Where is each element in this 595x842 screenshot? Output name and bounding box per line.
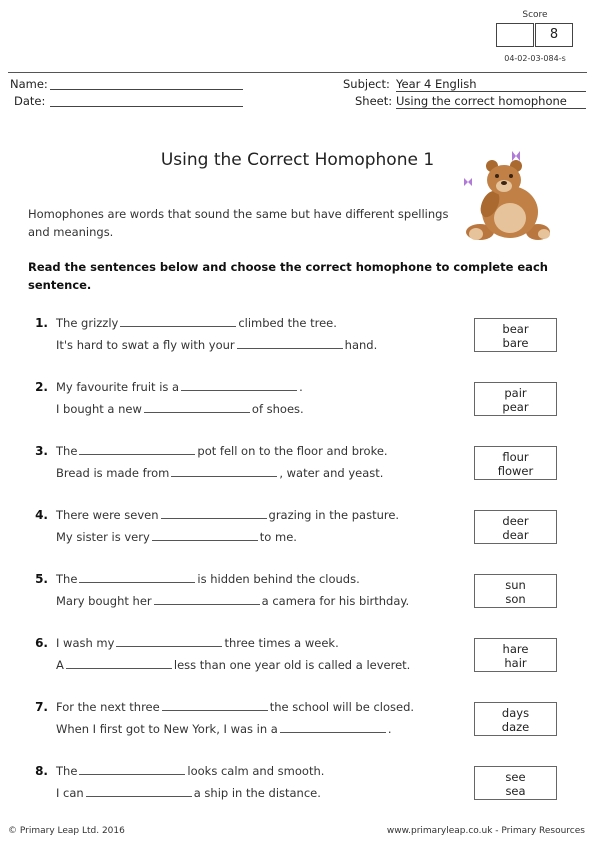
sentence-end: is hidden behind the clouds. (197, 572, 360, 586)
sentence-end: of shoes. (251, 402, 304, 416)
answer-blank[interactable] (66, 659, 172, 669)
sentence-start: My favourite fruit is a (56, 380, 180, 394)
answer-blank[interactable] (86, 787, 192, 797)
question-sentence (56, 380, 303, 394)
score-input-box[interactable] (496, 23, 534, 47)
question-sentence (56, 594, 409, 608)
question-sentence (56, 338, 377, 352)
sheet-value: Using the correct homophone (396, 94, 586, 109)
question-number: 1. (35, 316, 48, 330)
bear-illustration (458, 148, 558, 246)
sentence-end: . (299, 380, 303, 394)
answer-blank[interactable] (154, 595, 260, 605)
sentence-start: Bread is made from (56, 466, 170, 480)
homophone-option: deer (502, 514, 529, 528)
answer-blank[interactable] (280, 723, 386, 733)
question-sentence (56, 402, 304, 416)
question-number: 5. (35, 572, 48, 586)
homophone-option: sea (505, 784, 526, 798)
homophone-option: hair (504, 656, 527, 670)
homophone-option: bare (502, 336, 529, 350)
question-sentence (56, 658, 410, 672)
sentence-start: For the next three (56, 700, 160, 714)
answer-blank[interactable] (79, 765, 185, 775)
subject-label: Subject: (343, 77, 390, 91)
question-sentence (56, 508, 399, 522)
sentence-end: less than one year old is called a leveret. (173, 658, 411, 672)
sentence-start: When I first got to New York, I was in a (56, 722, 278, 736)
question-number: 6. (35, 636, 48, 650)
homophone-option: sun (505, 578, 526, 592)
homophone-options-box (474, 574, 557, 608)
name-field[interactable] (50, 89, 243, 90)
date-label: Date: (14, 94, 46, 108)
answer-blank[interactable] (161, 509, 267, 519)
homophone-options-box (474, 702, 557, 736)
question-number: 8. (35, 764, 48, 778)
question-sentence (56, 530, 297, 544)
sentence-start: The (56, 572, 78, 586)
page-title: Using the Correct Homophone 1 (160, 150, 435, 170)
answer-blank[interactable] (181, 381, 297, 391)
question-sentence (56, 722, 392, 736)
sentence-end: , water and yeast. (279, 466, 384, 480)
question-number: 2. (35, 380, 48, 394)
homophone-options-box (474, 638, 557, 672)
instructions-text: Read the sentences below and choose the correct homophone to complete each sentence. (28, 260, 548, 292)
header-divider (8, 72, 587, 73)
sentence-end: three times a week. (224, 636, 339, 650)
question-sentence (56, 466, 383, 480)
homophone-option: daze (501, 720, 530, 734)
homophone-options-box (474, 382, 557, 416)
sentence-end: looks calm and smooth. (187, 764, 325, 778)
sentence-start: It's hard to swat a fly with your (56, 338, 235, 352)
answer-blank[interactable] (237, 339, 343, 349)
footer-copyright: © Primary Leap Ltd. 2016 (8, 826, 125, 836)
sentence-start: I can (56, 786, 84, 800)
answer-blank[interactable] (79, 573, 195, 583)
question-number: 3. (35, 444, 48, 458)
sentence-end: to me. (259, 530, 297, 544)
question-sentence (56, 700, 414, 714)
sentence-end: the school will be closed. (269, 700, 415, 714)
answer-blank[interactable] (116, 637, 222, 647)
homophone-options-box (474, 766, 557, 800)
sentence-start: The grizzly (56, 316, 119, 330)
homophone-option: bear (502, 322, 529, 336)
date-field[interactable] (50, 106, 243, 107)
sentence-end: climbed the tree. (238, 316, 337, 330)
sentence-start: There were seven (56, 508, 159, 522)
question-sentence (56, 636, 339, 650)
homophone-option: flour (502, 450, 529, 464)
homophone-option: hare (502, 642, 529, 656)
homophone-option: son (505, 592, 526, 606)
answer-blank[interactable] (171, 467, 277, 477)
homophone-options-box (474, 318, 557, 352)
question-number: 7. (35, 700, 48, 714)
sheet-label: Sheet: (355, 94, 393, 108)
sentence-end: a ship in the distance. (193, 786, 321, 800)
score-label: Score (522, 10, 548, 20)
score-value: 8 (535, 23, 573, 47)
sentence-end: a camera for his birthday. (261, 594, 410, 608)
answer-blank[interactable] (120, 317, 236, 327)
homophone-option: dear (502, 528, 529, 542)
sentence-start: My sister is very (56, 530, 150, 544)
worksheet-code: 04-02-03-084-s (504, 54, 566, 63)
homophone-options-box (474, 510, 557, 544)
sentence-start: Mary bought her (56, 594, 152, 608)
question-sentence (56, 444, 388, 458)
footer-site: www.primaryleap.co.uk - Primary Resources (386, 826, 585, 836)
question-sentence (56, 786, 321, 800)
answer-blank[interactable] (152, 531, 258, 541)
sentence-start: I wash my (56, 636, 115, 650)
question-number: 4. (35, 508, 48, 522)
sentence-start: The (56, 764, 78, 778)
subject-value: Year 4 English (396, 77, 586, 92)
sentence-end: pot fell on to the floor and broke. (197, 444, 388, 458)
sentence-end: hand. (344, 338, 378, 352)
sentence-start: A (56, 658, 64, 672)
sentence-end: grazing in the pasture. (268, 508, 400, 522)
homophone-options-box (474, 446, 557, 480)
name-label: Name: (10, 77, 48, 91)
homophone-option: pear (502, 400, 529, 414)
homophone-option: days (501, 706, 530, 720)
homophone-option: see (505, 770, 526, 784)
sentence-start: The (56, 444, 78, 458)
answer-blank[interactable] (144, 403, 250, 413)
sentence-end: . (387, 722, 392, 736)
question-sentence (56, 572, 360, 586)
homophone-option: flower (497, 464, 534, 478)
homophone-option: pair (504, 386, 527, 400)
sentence-start: I bought a new (56, 402, 142, 416)
answer-blank[interactable] (79, 445, 195, 455)
question-sentence (56, 316, 337, 330)
question-sentence (56, 764, 324, 778)
intro-text: Homophones are words that sound the same but have different spellings and meanings. (28, 207, 449, 239)
answer-blank[interactable] (162, 701, 268, 711)
